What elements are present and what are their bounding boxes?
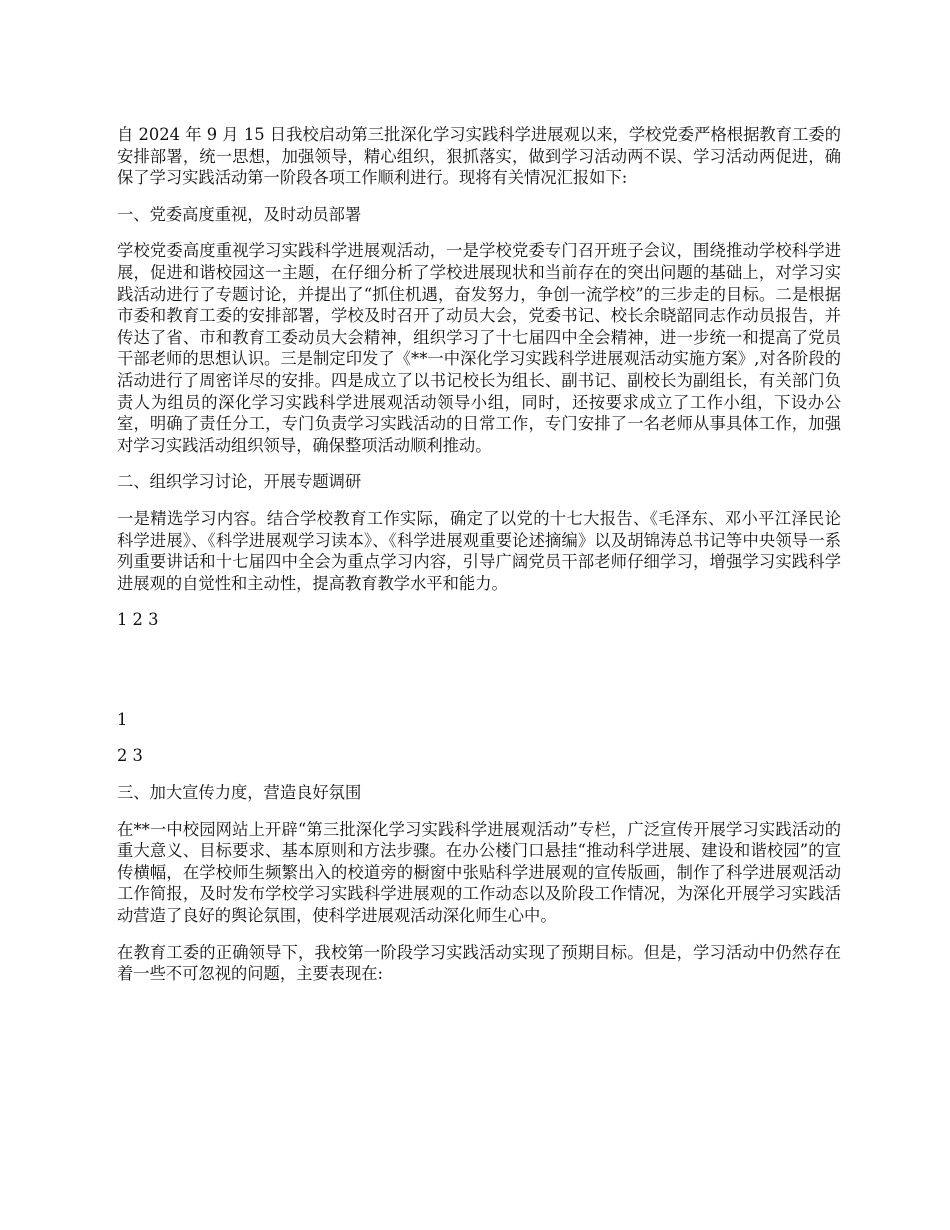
section2-body: 一是精选学习内容。结合学校教育工作实际，确定了以党的十七大报告、《毛泽东、邓小平江泽民论科学进展》、《科学进展观学习读本》、《科学进展观重要论述摘编》以及胡锦涛总书记等中央领导一系列重要讲话和十七届四中全会为重点学习内容，引导广阔党员干部老师仔细学习，增强学习实践科学进展观的自觉性和主动性，提高教育教学水平和能力。 xyxy=(117,508,841,593)
section1-body: 学校党委高度重视学习实践科学进展观活动，一是学校党委专门召开班子会议，围绕推动学校科学进展，促进和谐校园这一主题，在仔细分析了学校进展现状和当前存在的突出问题的基础上，对学习实践活动进行了专题讨论，并提出了“抓住机遇，奋发努力，争创一流学校”的三步走的目标。二是根据市委和教育工委的安排部署，学校及时召开了动员大会，党委书记、校长余晓韶同志作动员报告，并传达了省、市和教育工委动员大会精神，组织学习了十七届四中全会精神，进一步统一和提高了党员干部老师的思想认识。三是制定印发了《**一中深化学习实践科学进展观活动实施方案》,对各阶段的活动进行了周密详尽的安排。四是成立了以书记校长为组长、副书记、副校长为副组长，有关部门负责人为组员的深化学习实践科学进展观活动领导小组，同时，还按要求成立了工作小组，下设办公室，明确了责任分工，专门负责学习实践活动的日常工作，专门安排了一名老师从事具体工作，加强对学习实践活动组织领导，确保整项活动顺利推动。 xyxy=(117,241,841,455)
section3-heading: 三、加大宣传力度，营造良好氛围 xyxy=(117,783,362,803)
section2-heading: 二、组织学习讨论，开展专题调研 xyxy=(117,472,362,492)
page-marker-c: 2 3 xyxy=(117,746,143,766)
page-marker-b: 1 xyxy=(117,709,128,729)
intro-paragraph: 自 2024 年 9 月 15 日我校启动第三批深化学习实践科学进展观以来，学校党委严格根据教育工委的安排部署，统一思想，加强领导，精心组织，狠抓落实，做到学习活动两不误、学习活动两促进，确保了学习实践活动第一阶段各项工作顺利进行。现将有关情况汇报如下: xyxy=(117,125,841,188)
page-marker-a: 1 2 3 xyxy=(117,610,159,630)
document-page xyxy=(117,124,841,985)
section1-heading: 一、党委高度重视，及时动员部署 xyxy=(117,204,362,224)
section3-body: 在**一中校园网站上开辟“第三批深化学习实践科学进展观活动”专栏，广泛宣传开展学习实践活动的重大意义、目标要求、基本原则和方法步骤。在办公楼门口悬挂“推动科学进展、建设和谐校园”的宣传横幅，在学校师生频繁出入的校道旁的橱窗中张贴科学进展观的宣传版画，制作了科学进展观活动工作简报，及时发布学校学习实践科学进展观的工作动态以及阶段工作情况，为深化开展学习实践活动营造了良好的舆论氛围，使科学进展观活动深化师生心中。 xyxy=(117,819,841,926)
closing-paragraph: 在教育工委的正确领导下，我校第一阶段学习实践活动实现了预期目标。但是，学习活动中仍然存在着一些不可忽视的问题，主要表现在: xyxy=(117,942,841,984)
